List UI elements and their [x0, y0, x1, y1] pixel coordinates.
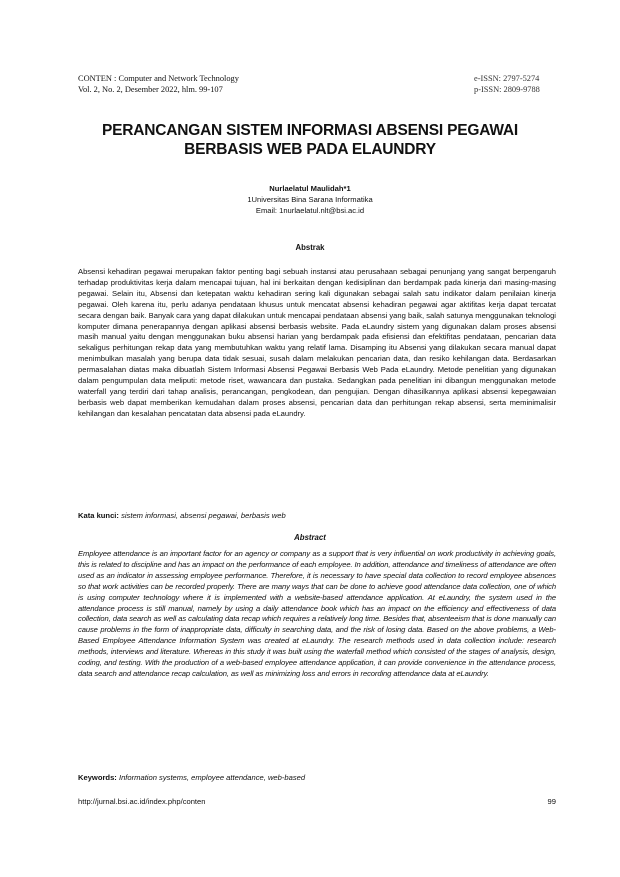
abstrak-heading: Abstrak: [295, 243, 325, 252]
journal-header: [78, 73, 239, 95]
author-affiliation: 1Universitas Bina Sarana Informatika: [247, 195, 373, 204]
author-email: Email: 1nurlaelatul.nlt@bsi.ac.id: [255, 206, 365, 215]
journal-name: CONTEN : Computer and Network Technology: [78, 74, 239, 83]
abstract-body: Employee attendance is an important factor for an agency or company as a support that is very influential on work productivity in achieving goals, this is related to discipline and has an impact on the performance of each employee. In addition, attendance and timeliness of attendance are often used as an indicator in assessing employee performance. Therefore, it is necessary to have special data collection to record employee absences so that work activities can be recorded properly. There are many ways that can be done to achieve good attendance data collection, one of which is using computer technology where it is implemented with a website-based attendance application. At eLaundry, the system used in the attendance process is still manual, namely by using a daily attendance book which has an impact on the efficiency and effectiveness of data collection, data search as well as calculating data recap which requires a relatively long time. Besides that, absenteeism that is done manually can cause problems in the form of inappropriate data, difficulty in searching data, and the risk of losing data. Based on the above problems, a Web-Based Employee Attendance Information System was created at eLaundry. The research methods used in data collection include: research methods, interviews and literature. Whereas in this study it was built using the waterfall method which consisted of the stages of analysis, design, coding, and testing. With the production of a web-based employee attendance application, it can provide convenience in the attendance process, data search and attendance recap calculation, as well as minimizing loss and errors in recording attendance data at eLaundry.: [78, 549, 556, 678]
title-line-1: PERANCANGAN SISTEM INFORMASI ABSENSI PEGAWAI: [101, 122, 519, 139]
abstrak-body: Absensi kehadiran pegawai merupakan faktor penting bagi sebuah instansi atau perusahaan sebagai penunjang yang sangat berpengaruh terhadap produktivitas kerja dalam mencapai tujuan, hal ini berkaitan dengan kedisiplinan dan berdampak pada kinerja dari masing-masing pegawai. Selain itu, Absensi dan ketepatan waktu kehadiran sering kali digunakan sebagai salah satu indikator dalam penilaian kinerja pegawai. Oleh karena itu, perlu adanya pendataan khusus untuk mencatat absensi kehadiran pegawai agar aktifitas kerja dapat tercatat secara dengan baik. Banyak cara yang dapat dilakukan untuk mencapai pendataan absensi yang baik, salah satunya menggunakan teknologi komputer dimana penerapannya dengan aplikasi absensi berbasis website. Pada eLaundry sistem yang digunakan dalam proses absensi masih manual yaitu dengan menggunakan buku absensi harian yang berdampak pada efisiensi dan efektifitas pendataan, pencarian data sekaligus perhitungan rekap data yang membutuhkan waktu yang relatif lama. Disamping itu Absensi yang dilakukan secara manual dapat menimbulkan masalah yang berupa data tidak sesuai, susah dalam melakukan pencarian data, dan resiko kehilangan data. Berdasarkan permasalahan diatas maka dibuatlah Sistem Informasi Absensi Pegawai Berbasis Web Pada eLaundry. Metode penelitian yang digunakan dalam pengumpulan data meliputi: metode riset, wawancara dan pustaka. Sedangkan pada penelitian ini dibangun menggunakan metode waterfall yang terdiri dari tahap analisis, perancangan, pengkodean, dan pengujian. Dengan dihasilkannya aplikasi absensi kepegawaian berbasis web dapat memberikan kemudahan dalam proses absensi, pencarian data dan perhitungan rekap absensi, serta meminimalisir kehilangan dan kesalahan pencatatan data absensi pada eLaundry.: [78, 267, 556, 418]
journal-volume: Vol. 2, No. 2, Desember 2022, hlm. 99-107: [78, 85, 223, 94]
keywords: [78, 773, 556, 783]
kata-kunci: [78, 511, 556, 521]
kata-kunci-label: Kata kunci:: [78, 511, 119, 520]
author-block: [100, 183, 520, 216]
page-number: 99: [547, 797, 556, 806]
paper-title: [60, 121, 560, 159]
kata-kunci-value: sistem informasi, absensi pegawai, berbasis web: [121, 511, 286, 520]
journal-url[interactable]: http://jurnal.bsi.ac.id/index.php/conten: [78, 797, 206, 806]
keywords-value: Information systems, employee attendance, web-based: [118, 773, 306, 782]
keywords-label: Keywords:: [78, 773, 117, 782]
issn-block: [474, 73, 540, 95]
title-line-2: BERBASIS WEB PADA ELAUNDRY: [184, 141, 436, 158]
author-name: Nurlaelatul Maulidah*1: [269, 184, 351, 193]
e-issn: e-ISSN: 2797-5274: [474, 74, 540, 83]
p-issn: p-ISSN: 2809-9788: [474, 85, 540, 94]
abstract-heading: Abstract: [294, 533, 326, 542]
